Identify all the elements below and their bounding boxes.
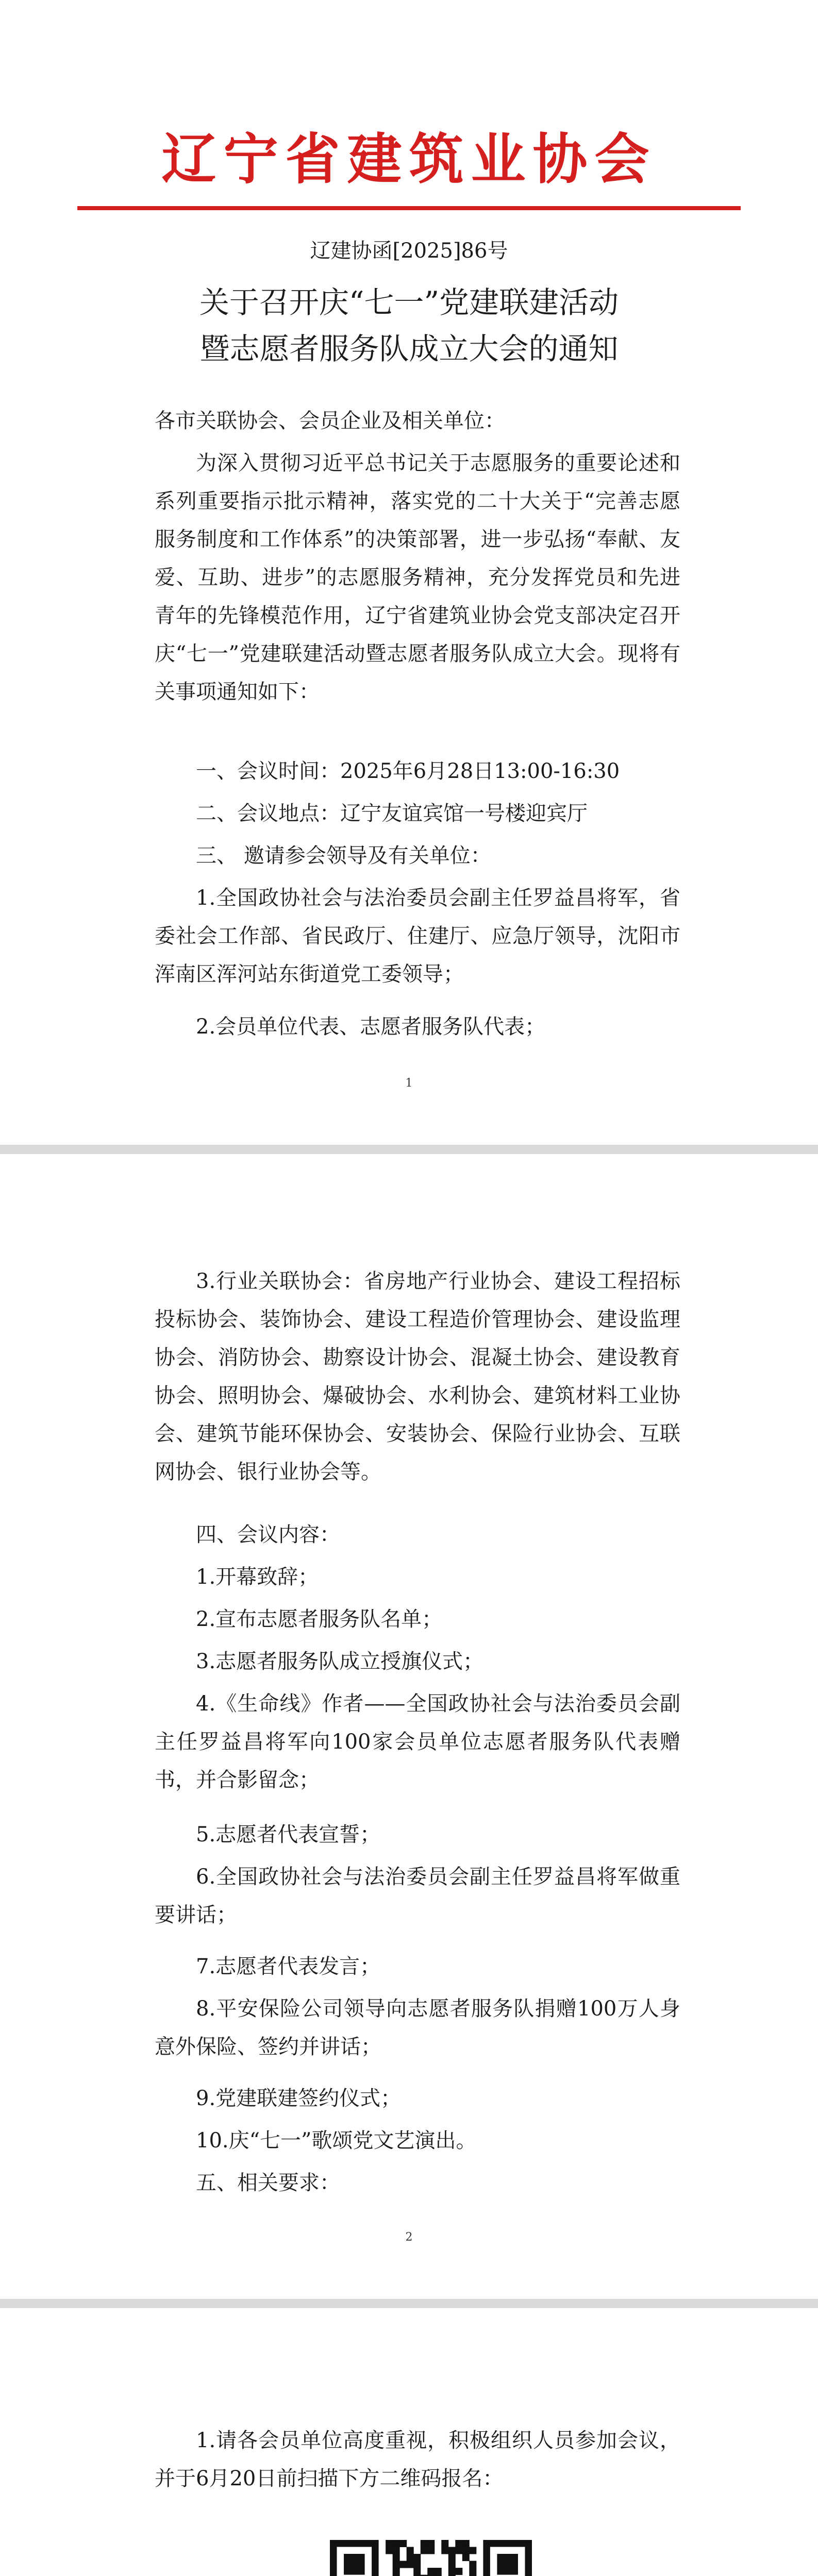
agenda-item: 5.志愿者代表宣誓；: [196, 1823, 381, 1846]
letterhead-red-rule: [77, 206, 741, 210]
page-3: [0, 2308, 818, 2576]
agenda-item: 2.宣布志愿者服务队名单；: [196, 1607, 443, 1631]
invite-item-3: 3.行业关联协会：省房地产行业协会、建设工程招标投标协会、装饰协会、建设工程造价管理协会、建设监理协会、消防协会、勘察设计协会、混凝土协会、建设教育协会、照明协会、爆破协会、水利协会、建筑材料工业协会、建筑节能环保协会、安装协会、保险行业协会、互联网协会、银行业协会等。: [155, 1269, 680, 1484]
agenda-item: 7.志愿者代表发言；: [196, 1955, 381, 1978]
agenda-item: 4.《生命线》作者——全国政协社会与法治委员会副主任罗益昌将军向100家会员单位志愿者服务队代表赠书，并合影留念；: [155, 1692, 680, 1792]
registration-qr-code-icon[interactable]: [330, 2540, 532, 2576]
page-number: 1: [405, 1077, 413, 1090]
requirement-1: 1.请各会员单位高度重视，积极组织人员参加会议，并于6月20日前扫描下方二维码报名：: [155, 2429, 680, 2490]
salutation: 各市关联协会、会员企业及相关单位：: [155, 409, 505, 433]
agenda-heading: 四、会议内容：: [196, 1523, 340, 1547]
letterhead-title: 辽宁省建筑业协会: [161, 127, 657, 191]
agenda-item: 3.志愿者服务队成立授旗仪式；: [196, 1650, 484, 1673]
document-title-line-1: 关于召开庆“七一”党建联建活动: [199, 285, 619, 320]
agenda-item: 6.全国政协社会与法治委员会副主任罗益昌将军做重要讲话；: [155, 1865, 680, 1927]
invite-heading: 三、 邀请参会领导及有关单位：: [196, 844, 491, 868]
meeting-time: 一、会议时间：2025年6月28日13:00-16:30: [196, 759, 620, 783]
invite-item-1: 1.全国政协社会与法治委员会副主任罗益昌将军，省委社会工作部、省民政厅、住建厅、应急厅领导，沈阳市浑南区浑河站东街道党工委领导；: [155, 886, 680, 986]
invite-item-2: 2.会员单位代表、志愿者服务队代表；: [196, 1015, 546, 1039]
page-2: [0, 1154, 818, 2299]
requirements-heading: 五、相关要求：: [196, 2171, 340, 2195]
meeting-place: 二、会议地点：辽宁友谊宾馆一号楼迎宾厅: [196, 802, 588, 825]
agenda-item: 10.庆“七一”歌颂党文艺演出。: [196, 2129, 477, 2153]
agenda-item: 8.平安保险公司领导向志愿者服务队捐赠100万人身意外保险、签约并讲话；: [155, 1997, 680, 2059]
agenda-item: 9.党建联建签约仪式；: [196, 2087, 402, 2110]
document-title-line-2: 暨志愿者服务队成立大会的通知: [199, 331, 619, 366]
agenda-item: 1.开幕致辞；: [196, 1565, 319, 1589]
page-number: 2: [405, 2231, 413, 2244]
document-number: 辽建协函[2025]86号: [310, 239, 508, 263]
page-1: [0, 0, 818, 1145]
intro-paragraph: 为深入贯彻习近平总书记关于志愿服务的重要论述和系列重要指示批示精神，落实党的二十大关于“完善志愿服务制度和工作体系”的决策部署，进一步弘扬“奉献、友爱、互助、进步”的志愿服务精神，充分发挥党员和先进青年的先锋模范作用，辽宁省建筑业协会党支部决定召开庆“七一”党建联建活动暨志愿者服务队成立大会。现将有关事项通知如下：: [155, 451, 680, 704]
